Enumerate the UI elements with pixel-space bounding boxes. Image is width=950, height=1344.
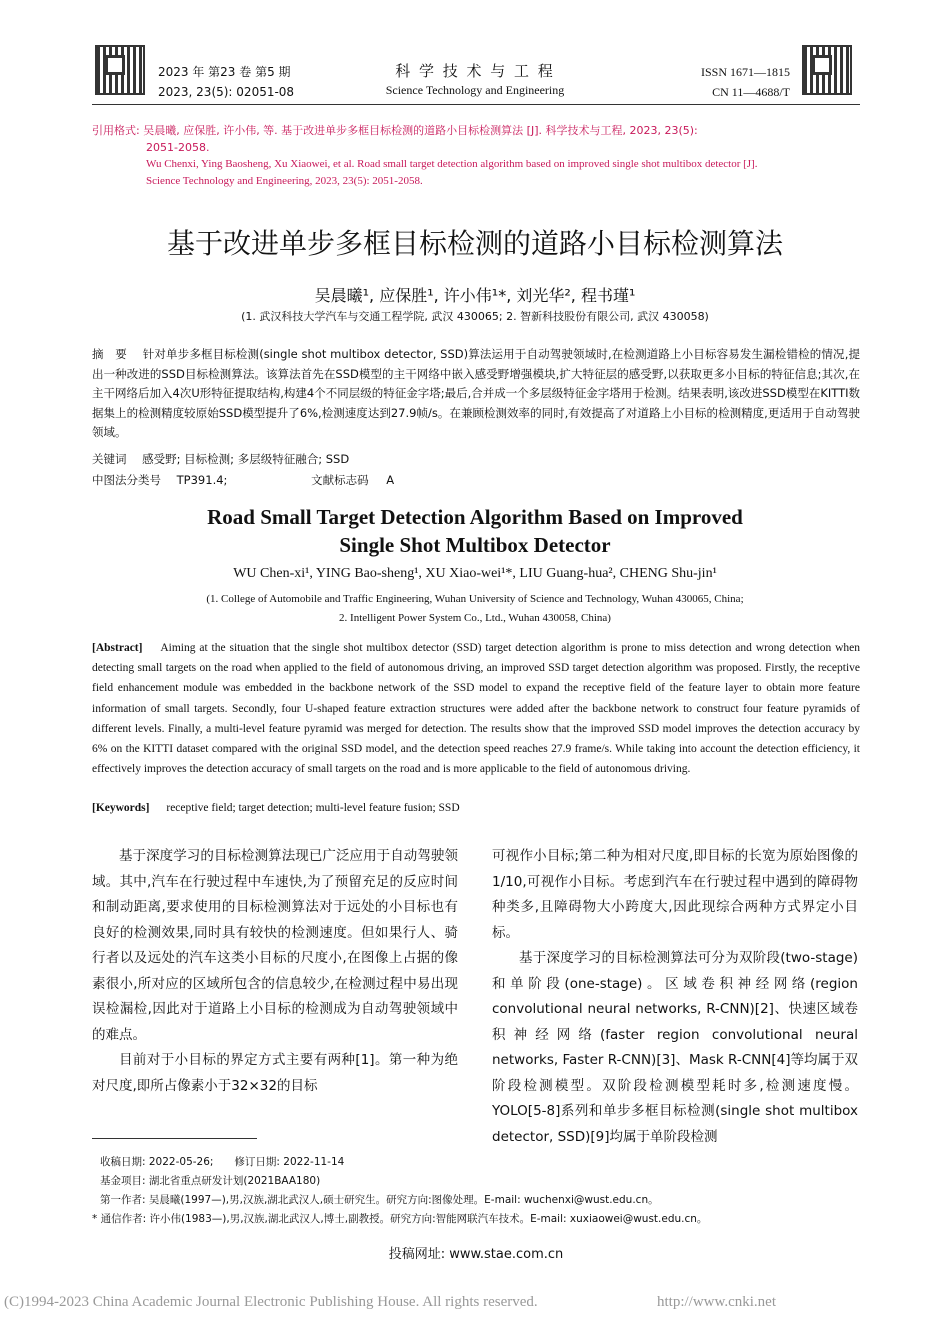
- paper-title-en-line1: Road Small Target Detection Algorithm Based on Improved: [207, 505, 743, 529]
- copyright-notice: (C)1994-2023 China Academic Journal Electronic Publishing House. All rights reserved.: [4, 1294, 538, 1310]
- abstract-cn: [92, 345, 860, 443]
- issue-line2: 2023, 23(5): 02051-08: [158, 85, 295, 99]
- paper-title-cn: 基于改进单步多框目标检测的道路小目标检测算法: [166, 227, 783, 260]
- footnotes: [92, 1153, 872, 1229]
- body-paragraph: 基于深度学习的目标检测算法现已广泛应用于自动驾驶领域。其中,汽车在行驶过程中车速快,为了预留充足的反应时间和制动距离,要求使用的目标检测算法对于远处的小目标也有良好的检测效果,同时具有较快的检测速度。但如果行人、骑行者以及远处的汽车这类小目标的尺度小,在图像上占据的像素很小,所对应的区域所包含的信息较少,在检测过程中易出现误检漏检,因此对于道路上小目标的检测成为自动驾驶领域中的难点。: [92, 848, 458, 1043]
- citation-line: Wu Chenxi, Ying Baosheng, Xu Xiaowei, et al. Road small target detection algorithm based on improved single shot multibox detector [J].: [146, 158, 758, 170]
- citation: [92, 122, 867, 190]
- issn: ISSN 1671—1815: [700, 65, 790, 79]
- authors-cn: 吴晨曦¹, 应保胜¹, 许小伟¹*, 刘光华², 程书瑾¹: [314, 286, 636, 305]
- cnki-link[interactable]: http://www.cnki.net: [657, 1294, 777, 1310]
- abstract-cn-label: 摘 要: [92, 347, 127, 361]
- issue-info: [158, 62, 294, 102]
- doc-code-label: 文献标志码: [311, 473, 369, 487]
- header-rule: [92, 104, 860, 105]
- abstract-cn-text: 针对单步多框目标检测(single shot multibox detector, SSD)算法运用于自动驾驶领域时,在检测道路上小目标容易发生漏检错检的情况,提出一种改进的SSD目标检测算法。该算法首先在SSD模型的主干网络中嵌入感受野增强模块,扩大特征层的感受野,以获取更多小目标的特征信息;其次,在主干网络后加入4次U形特征提取结构,构建4个不同层级的特征金字塔;最后,合并成一个多层级特征金字塔用于检测。结果表明,该改进SSD模型在KITTI数据集上的检测精度较原始SSD模型提升了6%,检测速度达到27.9帧/s。在兼顾检测效率的同时,有效提高了对道路上小目标的检测精度,更适用于自动驾驶领域。: [92, 347, 861, 439]
- journal-title: [330, 60, 620, 98]
- submission-url: 投稿网址: www.stae.com.cn: [388, 1247, 564, 1262]
- body-paragraph: 可视作小目标;第二种为相对尺度,即目标的长宽为原始图像的1/10,可视作小目标。考虑到汽车在行驶过程中遇到的障碍物种类多,且障碍物大小跨度大,因此现综合两种方式界定小目标。: [492, 848, 858, 941]
- affiliation-cn: (1. 武汉科技大学汽车与交通工程学院, 武汉 430065; 2. 智新科技股份有限公司, 武汉 430058): [241, 310, 709, 323]
- clc-code: TP391.4;: [176, 473, 228, 487]
- abstract-en: [92, 638, 860, 779]
- keywords-cn-text: 感受野; 目标检测; 多层级特征融合; SSD: [142, 452, 350, 466]
- cn-number: CN 11—4688/T: [712, 85, 790, 99]
- abstract-en-label: [Abstract]: [92, 642, 143, 654]
- clc-label: 中图法分类号: [92, 473, 161, 487]
- qr-code-left: [95, 45, 145, 95]
- footnote-rule: [92, 1138, 257, 1139]
- keywords-en-label: [Keywords]: [92, 802, 150, 814]
- body-paragraph: 目前对于小目标的界定方式主要有两种[1]。第一种为绝对尺度,即所占像素小于32×32的目标: [92, 1052, 458, 1094]
- citation-line: 2051-2058.: [146, 141, 210, 154]
- keywords-cn-label: 关键词: [92, 452, 127, 466]
- doc-code: A: [386, 473, 395, 487]
- citation-line: 引用格式: 吴晨曦, 应保胜, 许小伟, 等. 基于改进单步多框目标检测的道路小目标检测算法 [J]. 科学技术与工程, 2023, 23(5):: [92, 124, 698, 137]
- body-paragraph: 基于深度学习的目标检测算法可分为双阶段(two-stage)和单阶段(one-stage)。区域卷积神经网络(region convolutional neural networks, R-CNN)[2]、快速区域卷积神经网络(faster region convolutional neural networks, Faster R-CNN)[3]、Mask R-CNN[4]等均属于双阶段检测模型。双阶段检测模型耗时多,检测速度慢。YOLO[5-8]系列和单步多框目标检测(single shot multibox detector, SSD)[9]均属于单阶段检测: [492, 950, 858, 1145]
- journal-title-en: Science Technology and Engineering: [385, 83, 565, 97]
- keywords-cn: [92, 450, 860, 470]
- footnote-funding: 基金项目: 湖北省重点研发计划(2021BAA180): [100, 1175, 321, 1187]
- classification: [92, 471, 860, 491]
- issue-line1: 2023 年 第23 卷 第5 期: [158, 65, 291, 79]
- qr-code-right: [802, 45, 852, 95]
- body-column-right: [492, 844, 858, 1150]
- authors-en: WU Chen-xi¹, YING Bao-sheng¹, XU Xiao-wei¹*, LIU Guang-hua², CHENG Shu-jin¹: [233, 566, 717, 581]
- keywords-en-text: receptive field; target detection; multi-level feature fusion; SSD: [166, 802, 460, 814]
- affiliation-en: [60, 590, 890, 628]
- body-column-left: [92, 844, 458, 1099]
- affiliation-en-line1: (1. College of Automobile and Traffic Engineering, Wuhan University of Science and Technology, Wuhan 430065, China;: [206, 593, 744, 605]
- footnote-received: 收稿日期: 2022-05-26; 修订日期: 2022-11-14: [100, 1156, 345, 1168]
- paper-title-en: [60, 503, 890, 559]
- journal-title-cn: 科 学 技 术 与 工 程: [395, 62, 555, 80]
- paper-title-en-line2: Single Shot Multibox Detector: [339, 533, 611, 557]
- issn-block: [690, 62, 790, 102]
- abstract-en-text: Aiming at the situation that the single shot multibox detector (SSD) target detection algorithm is prone to miss detection and wrong detection when detecting small targets on the road when applied to the field of autonomous driving, an improved SSD target detection algorithm was proposed. Firstly, the receptive field enhancement module was embedded in the backbone network of the SSD model to expand the receptive field of the feature layer to obtain more feature information of small targets. Secondly, four U-shaped feature extraction structures were added after the backbone network to construct four feature pyramids of different levels. Finally, a multi-level feature pyramid was merged for detection. The results show that the improved SSD model improves the detection accuracy by 6% on the KITTI dataset compared with the original SSD model, and the detection speed reaches 27.9 frame/s. While taking into account the detection efficiency, it effectively improves the detection accuracy of small targets on the road and is more applicable to the field of autonomous driving.: [92, 642, 860, 776]
- affiliation-en-line2: 2. Intelligent Power System Co., Ltd., Wuhan 430058, China): [339, 612, 611, 624]
- keywords-en: [92, 799, 860, 819]
- footnote-corresponding-author: * 通信作者: 许小伟(1983—),男,汉族,湖北武汉人,博士,副教授。研究方向:智能网联汽车技术。E-mail: xuxiaowei@wust.edu.cn。: [92, 1213, 708, 1225]
- citation-line: Science Technology and Engineering, 2023, 23(5): 2051-2058.: [146, 175, 423, 187]
- footnote-first-author: 第一作者: 吴晨曦(1997—),男,汉族,湖北武汉人,硕士研究生。研究方向:图像处理。E-mail: wuchenxi@wust.edu.cn。: [100, 1194, 659, 1206]
